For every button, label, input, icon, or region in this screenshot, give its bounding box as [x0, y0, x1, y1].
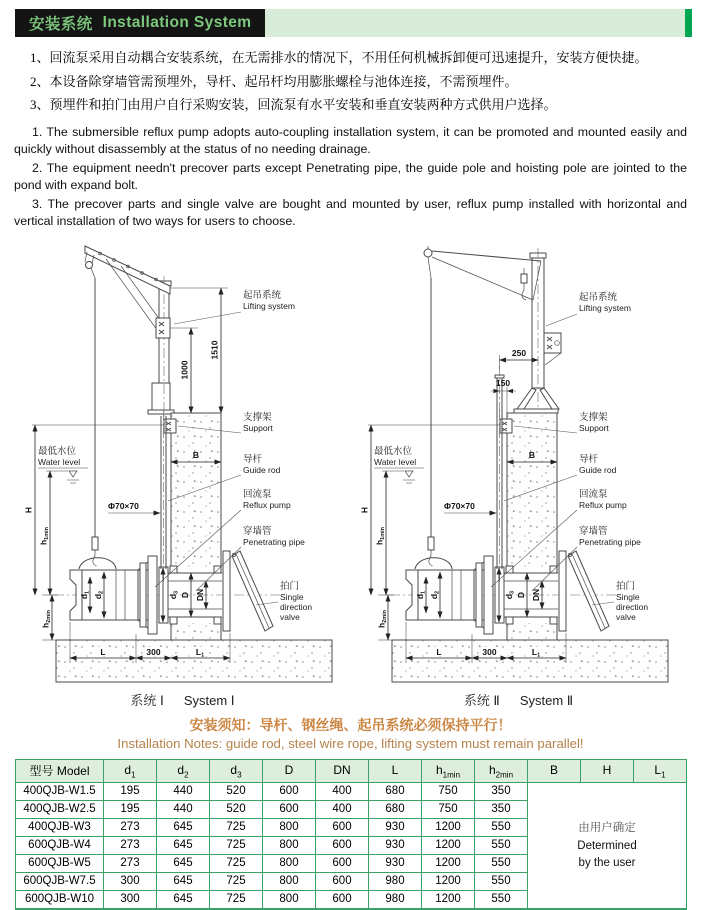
catalog-page: [0, 9, 701, 907]
user-note-zh: 由用户确定: [578, 822, 636, 835]
model-cell: 600QJB-W5: [16, 854, 104, 872]
user-note-cell: [528, 782, 687, 909]
system-1-diagram: [28, 238, 338, 688]
model-cell: 400QJB-W1.5: [16, 782, 104, 800]
dim-1510: 1510: [209, 340, 219, 360]
column-header-DN: DN: [316, 759, 369, 782]
column-header-h2min: $h_{2min}$: [475, 759, 528, 782]
table-row: 600QJB-W10 300 645 725 800 600 980 1200 550: [16, 890, 687, 909]
system-2-caption-zh: 系统 Ⅱ: [463, 692, 500, 708]
column-header-d3: $d_3$: [210, 759, 263, 782]
callout-lifting-system: [174, 289, 295, 324]
intro-zh-line-1: 1、回流泵采用自动耦合安装系统，在无需排水的情况下，不用任何机械拆卸便可迅速提升，安装方便快捷。: [30, 50, 648, 65]
svg-text:Lifting system: Lifting system: [578, 302, 631, 313]
pulley-icon: [85, 261, 92, 268]
system-1-caption: [28, 690, 338, 709]
table-row: 600QJB-W7.5 300 645 725 800 600 980 1200 550: [16, 872, 687, 890]
system-1-caption-zh: 系统 Ⅰ: [130, 692, 164, 708]
dim-150: 150: [495, 377, 510, 388]
column-header-model: 型号 Model: [16, 759, 104, 782]
table-header-row: [16, 759, 687, 782]
model-cell: 400QJB-W3: [16, 818, 104, 836]
table-row: 400QJB-W1.5 195 440 520 600 400 680 750 350 由用户确定 Determined by the user: [16, 782, 687, 800]
user-note-en-1: Determined: [577, 840, 637, 853]
column-header-d2: $d_2$: [157, 759, 210, 782]
model-spec-table: [15, 759, 687, 910]
column-header-B: B: [528, 759, 581, 782]
system-2-caption-en: System Ⅱ: [519, 692, 574, 708]
column-header-h1min: $h_{1min}$: [422, 759, 475, 782]
page-title-en: Installation System: [102, 14, 252, 31]
installation-notes: [0, 715, 701, 751]
svg-text:起吊系统: 起吊系统: [242, 289, 281, 301]
table-row: 400QJB-W3 273 645 725 800 600 930 1200 550: [16, 818, 687, 836]
intro-chinese: [14, 46, 687, 117]
column-header-d1: $d_1$: [104, 759, 157, 782]
intro-english: [14, 124, 687, 230]
column-header-D: D: [263, 759, 316, 782]
model-cell: 600QJB-W10: [16, 890, 104, 909]
installation-diagrams: [0, 238, 701, 709]
intro-zh-line-2: 2、本设备除穿墙管需预埋外，导杆、起吊杆均用膨胀螺栓与池体连接，不需预埋件。: [30, 73, 518, 89]
installation-note-en: Installation Notes: guide rod, steel wire rope, lifting system must remain parallel!: [117, 735, 584, 751]
column-header-L: L: [369, 759, 422, 782]
intro-en-line-2: 2. The equipment needn't precover parts except Penetrating pipe, the guide pole and hoisting pole are jointed to the pond with expand bolt.: [14, 160, 687, 192]
system-2-crane: [424, 246, 631, 420]
model-cell: 600QJB-W7.5: [16, 872, 104, 890]
intro-en-line-1: 1. The submersible reflux pump adopts auto-coupling installation system, it can be promoted and mounted easily and quickly without disassembly at the status of no needing drainage.: [14, 124, 687, 156]
table-row: 600QJB-W4 273 645 725 800 600 930 1200 550: [16, 836, 687, 854]
svg-text:Lifting system: Lifting system: [242, 300, 295, 311]
column-header-L1: $L_1$: [634, 759, 687, 782]
user-note-en-2: by the user: [578, 856, 636, 869]
svg-text:起吊系统: 起吊系统: [578, 291, 617, 303]
dim-250: 250: [511, 347, 526, 358]
column-header-H: H: [581, 759, 634, 782]
header-green-strip: [265, 9, 685, 37]
dim-1000: 1000: [179, 360, 189, 380]
installation-note-zh: 安装须知：导杆、钢丝绳、起吊系统必须保持平行！: [189, 716, 512, 733]
system-2-figure: [364, 238, 674, 709]
system-2-caption: [364, 690, 674, 709]
system-1-figure: [28, 238, 338, 709]
page-title: [15, 9, 265, 37]
page-title-zh: 安装系统: [29, 16, 93, 33]
table-row: 600QJB-W5 273 645 725 800 600 930 1200 550: [16, 854, 687, 872]
intro-zh-line-3: 3、预埋件和拍门由用户自行采购安装，回流泵有水平安装和垂直安装两种方式供用户选择。: [30, 97, 557, 113]
model-cell: 600QJB-W4: [16, 836, 104, 854]
pulley-icon: [424, 249, 432, 257]
intro-en-line-3: 3. The precover parts and single valve are bought and mounted by user, reflux pump installed with horizontal and vertical installation of two ways for users to choose.: [14, 196, 687, 228]
header-bar: [15, 9, 692, 37]
system-1-caption-en: System Ⅰ: [183, 692, 235, 708]
table-row: 400QJB-W2.5 195 440 520 600 400 680 750 350: [16, 800, 687, 818]
system-2-diagram: [364, 238, 674, 688]
callout-lifting-system: [546, 291, 631, 326]
header-accent-bar: [685, 9, 692, 37]
system-1-crane: [85, 246, 295, 418]
model-cell: 400QJB-W2.5: [16, 800, 104, 818]
